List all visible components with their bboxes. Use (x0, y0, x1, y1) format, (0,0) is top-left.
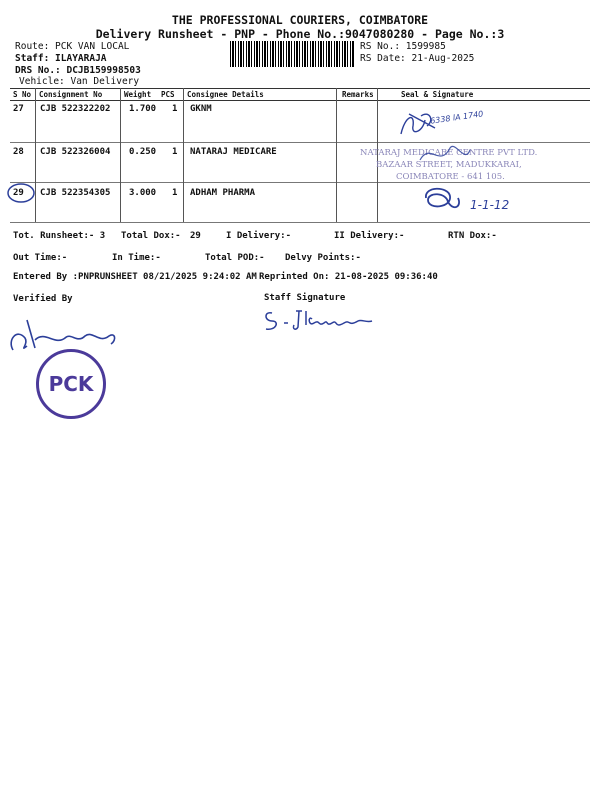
rs-date: RS Date: 21-Aug-2025 (360, 53, 475, 64)
row28-signature (415, 140, 475, 170)
row27-handwritten-note: 6338 lA 1740 (429, 109, 484, 126)
col-header-pcs: PCS (161, 90, 175, 99)
stamp-line: NATARAJ MEDICARE CENTRE PVT LTD. (360, 148, 538, 158)
row29-handwritten-note: 1-1-12 (470, 198, 510, 212)
i-delivery: I Delivery:- (226, 231, 292, 241)
col-header-remarks: Remarks (342, 90, 374, 99)
vehicle-text: Vehicle: Van Delivery (19, 76, 140, 87)
out-time: Out Time:- (13, 253, 68, 263)
row-consignment: CJB 522354305 (40, 188, 111, 198)
route-text: Route: PCK VAN LOCAL (15, 41, 130, 52)
row-consignment: CJB 522322202 (40, 104, 111, 114)
row-consignee: ADHAM PHARMA (190, 188, 256, 198)
rs-number: RS No.: 1599985 (360, 41, 446, 52)
col-header-consignment: Consignment No (39, 90, 103, 99)
tot-runsheet: Tot. Runsheet:- 3 (13, 231, 106, 241)
hand-circle-mark (5, 181, 39, 205)
staff-text: Staff: ILAYARAJA (15, 53, 107, 64)
barcode (230, 41, 354, 67)
row-weight: 0.250 (129, 147, 157, 157)
runsheet-subtitle: Delivery Runsheet - PNP - Phone No.:9047080280 - Page No.:3 (95, 27, 505, 41)
row-pcs: 1 (172, 104, 178, 114)
stamp-line: BAZAAR STREET, MADUKKARAI, (376, 160, 522, 170)
col-header-weight: Weight (124, 90, 152, 99)
in-time: In Time:- (112, 253, 161, 263)
total-dox-label: Total Dox:- (121, 231, 181, 241)
company-title: THE PROFESSIONAL COURIERS, COIMBATORE (171, 13, 429, 27)
row29-signature (418, 184, 468, 218)
row-weight: 1.700 (129, 104, 157, 114)
col-header-consignee: Consignee Details (187, 90, 264, 99)
row-sno: 27 (13, 104, 24, 114)
pck-stamp: PCK (36, 349, 106, 419)
stamp-line: COIMBATORE - 641 105. (396, 172, 505, 182)
row-consignee: GKNM (190, 104, 212, 114)
total-dox-value: 29 (190, 231, 201, 241)
col-header-seal: Seal & Signature (401, 90, 474, 99)
row-sno: 29 (13, 188, 24, 198)
rtn-dox: RTN Dox:- (448, 231, 497, 241)
delvy-points: Delvy Points:- (285, 253, 361, 263)
row-consignment: CJB 522326004 (40, 147, 111, 157)
row-weight: 3.000 (129, 188, 157, 198)
staff-signature (262, 305, 377, 335)
row-pcs: 1 (172, 147, 178, 157)
total-pod: Total POD:- (205, 253, 265, 263)
row-consignee: NATARAJ MEDICARE (190, 147, 277, 157)
row-pcs: 1 (172, 188, 178, 198)
row27-signature (395, 106, 505, 142)
reprinted-on: Reprinted On: 21-08-2025 09:36:40 (259, 272, 438, 282)
entered-by: Entered By :PNPRUNSHEET 08/21/2025 9:24:02 AM (13, 272, 257, 282)
drs-number: DRS No.: DCJB159998503 (15, 65, 141, 76)
staff-signature-label: Staff Signature (264, 293, 346, 303)
verified-by-label: Verified By (13, 294, 73, 304)
row-sno: 28 (13, 147, 24, 157)
ii-delivery: II Delivery:- (334, 231, 405, 241)
col-header-sno: S No (13, 90, 32, 99)
